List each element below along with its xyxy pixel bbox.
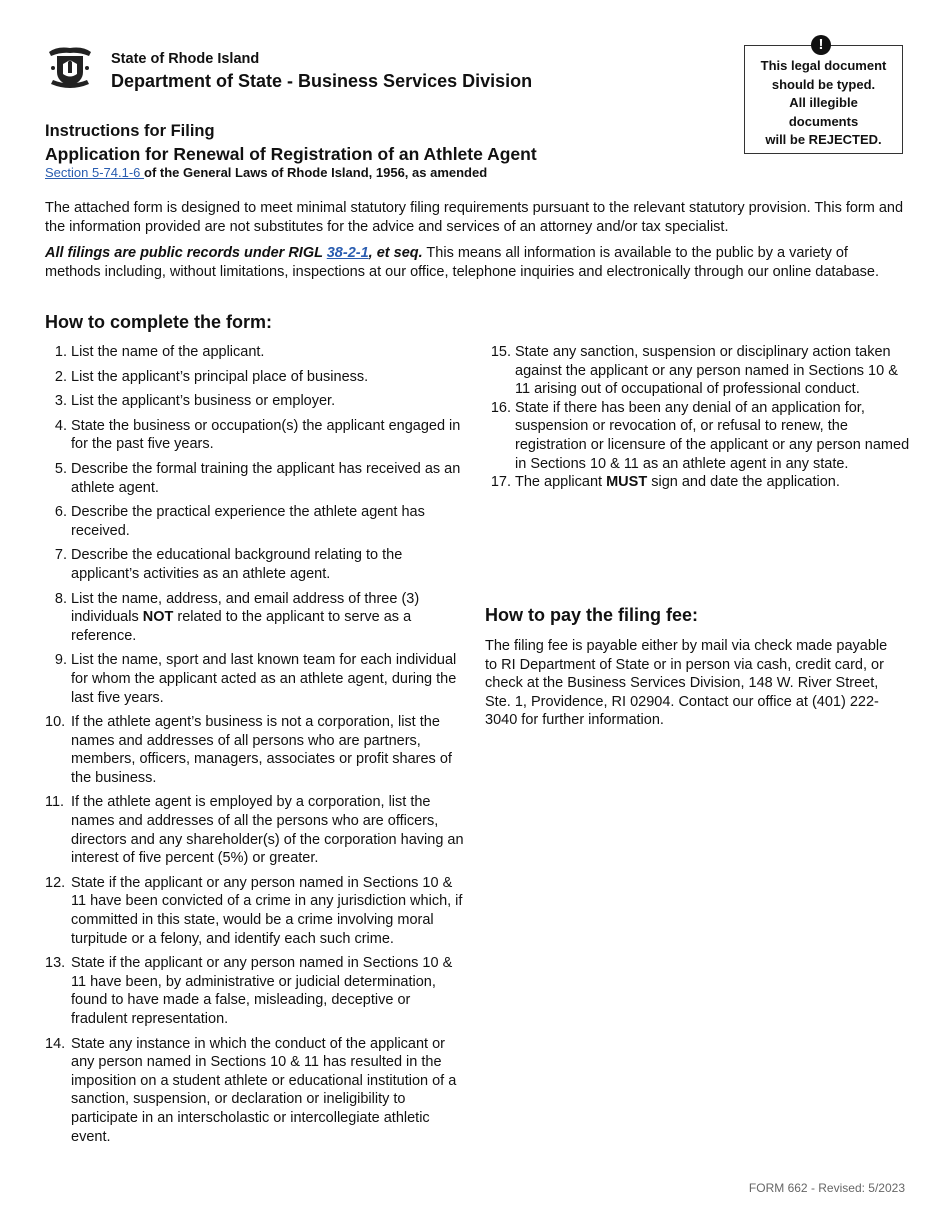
notice-line: should be typed. — [771, 76, 876, 92]
instructions-list-right — [485, 343, 910, 492]
list-item: 5. Describe the formal training the applicant has received as an athlete agent. — [54, 460, 461, 496]
list-item: 14. State any instance in which the conduct of the applicant or any person named in Sections 10 & 11 has resulted in the imposition on a student athlete or educational institution of a sanction, suspension, or declaration or ineligibility to participate in an interscholastic or intercollegiate athletic event. — [45, 1035, 457, 1145]
list-item: 16. State if there has been any denial of an application for, suspension or revocation of, or refusal to renew, the registration or licensure of the applicant or any person named in Sections 10 & 11 as an athlete agent in any state. — [490, 399, 910, 472]
notice-line: will be REJECTED. — [765, 132, 882, 148]
notice-line: All illegible — [789, 95, 858, 111]
rigl-link[interactable]: 38-2-1 — [326, 245, 369, 261]
list-item: 2. List the applicant’s principal place of business. — [54, 368, 369, 385]
application-title: Application for Renewal of Registration of an Athlete Agent — [45, 144, 537, 164]
public-records-text: This means all information is available to the public by a variety of methods including, without limitations, inspections at our office, telephone inquiries and electronically through our online database. — [45, 245, 879, 280]
et-seq: , et seq. — [368, 245, 423, 261]
list-item: 8. List the name, address, and email address of three (3) individuals NOT related to the applicant to serve as a reference. — [54, 590, 420, 644]
statute-text: of the General Laws of Rhode Island, 1956, as amended — [144, 165, 488, 180]
typed-notice-box — [744, 45, 903, 154]
department-name: Department of State - Business Services Division — [111, 71, 533, 91]
list-item: 13. State if the applicant or any person named in Sections 10 & 11 have been, by administrative or judicial determination, found to have made a false, misleading, deceptive or fradulent representation. — [45, 955, 453, 1027]
public-records-paragraph — [45, 244, 905, 281]
list-item: 15. State any sanction, suspension or disciplinary action taken against the applicant or any person named in Sections 10 & 11 arising out of occupational of professional conduct. — [490, 344, 898, 398]
list-item: 11. If the athlete agent is employed by a corporation, list the names and addresses of all the persons who are officers, directors and any shareholder(s) of the corporation having an interest of five percent (5%) or greater. — [45, 794, 464, 867]
list-item: 17. The applicant MUST sign and date the application. — [490, 474, 840, 491]
complete-heading: How to complete the form: — [45, 312, 273, 332]
list-item: 9. List the name, sport and last known team for each individual for whom the applicant acted as an athlete agent, during the last five years. — [54, 652, 457, 706]
public-records-bold: All filings are public records under RIGL — [45, 245, 327, 261]
notice-line: This legal document — [760, 58, 887, 73]
notice-line: documents — [788, 113, 859, 129]
list-item: 4. State the business or occupation(s) the applicant engaged in for the past five years. — [54, 417, 461, 453]
form-revision: FORM 662 - Revised: 5/2023 — [748, 1181, 905, 1195]
rhode-island-seal-icon — [45, 44, 95, 92]
pay-heading: How to pay the filing fee: — [485, 605, 699, 625]
exclamation-icon: ! — [811, 35, 831, 55]
section-link[interactable]: Section 5-74.1-6 — [45, 165, 145, 180]
list-item: 12. State if the applicant or any person named in Sections 10 & 11 have been convicted of a crime in any jurisdiction which, if committed in this state, would be a crime involving moral turpitude or a felony, and identify each such crime. — [45, 874, 463, 947]
list-item: 7. Describe the educational background relating to the applicant’s activities as an athlete agent. — [54, 547, 403, 582]
list-item: 1. List the name of the applicant. — [54, 344, 265, 360]
list-item: 3. List the applicant’s business or employer. — [54, 393, 336, 410]
list-item: 10. If the athlete agent’s business is not a corporation, list the names and addresses of all persons who are partners, members, officers, managers, associates or profit shares of the business. — [45, 714, 452, 786]
intro-paragraph: The attached form is designed to meet minimal statutory filing requirements pursuant to the relevant statutory provision. This form and the information provided are not substitutes for the advice and services of an attorney and/or tax specialist. — [45, 200, 904, 235]
state-name: State of Rhode Island — [111, 51, 260, 67]
pay-instructions: The filing fee is payable either by mail via check made payable to RI Department of State or in person via cash, credit card, or check at the Business Services Division, 148 W. River Street, Ste. 1, Providence, RI 02904. Contact our office at (401) 222-3040 for further information. — [485, 638, 888, 729]
list-item: 6. Describe the practical experience the athlete agent has received. — [54, 504, 425, 539]
statute-reference — [45, 165, 487, 180]
instructions-list-left — [45, 343, 470, 1152]
instructions-title: Instructions for Filing — [45, 122, 215, 140]
